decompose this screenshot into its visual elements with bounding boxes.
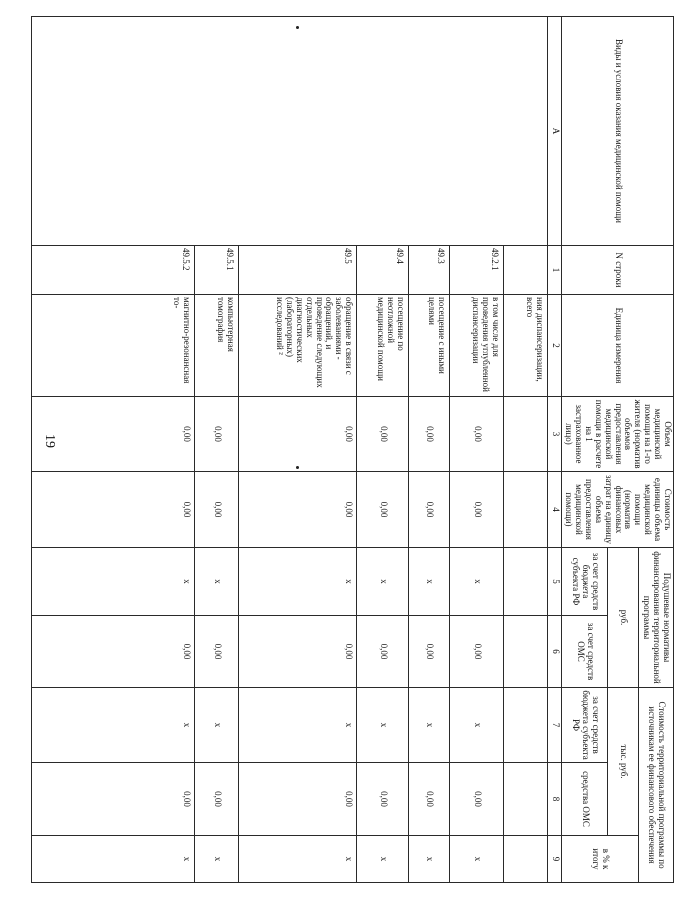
unit-cell: ния диспансеризации, всего (504, 295, 548, 397)
value-cell: 0,00 (32, 616, 195, 688)
header-program-cost: Стоимость территориальной программы по источникам ее финансового обеспечения (639, 688, 674, 883)
unit-cell: посещение с иными целями (409, 295, 450, 397)
column-number: 5 (548, 548, 562, 616)
value-cell: х (450, 688, 504, 763)
value-cell: 0,00 (450, 397, 504, 472)
unit-cell: посещение по неотложной медицинской помощи (357, 295, 409, 397)
header-unit-cost: Стоимость единицы объема медицинской помощи (норматив финансовых затрат на единицу объема предоставления медицинской помощи) (562, 472, 674, 548)
value-cell (504, 397, 548, 472)
unit-cell: обращение в связи с заболеваниями - обращений, и проведение следующих отдельных диагностических (лабораторных) исследований ² (239, 295, 357, 397)
column-number: 1 (548, 246, 562, 295)
value-cell: х (409, 836, 450, 883)
value-cell: 0,00 (195, 472, 239, 548)
value-cell: х (32, 688, 195, 763)
row-number: 49.2.1 (450, 246, 504, 295)
value-cell (504, 548, 548, 616)
column-number: 2 (548, 295, 562, 397)
value-cell: 0,00 (409, 763, 450, 836)
header-service-types: Виды и условия оказания медицинской помощи (562, 17, 674, 246)
header-col-7: за счет средств бюджета субъекта РФ (562, 688, 608, 763)
column-number: 4 (548, 472, 562, 548)
value-cell: х (195, 688, 239, 763)
value-cell: х (239, 688, 357, 763)
value-cell (504, 836, 548, 883)
row-number: 49.4 (357, 246, 409, 295)
value-cell: 0,00 (357, 472, 409, 548)
service-type-cell (32, 17, 548, 246)
value-cell: 0,00 (409, 616, 450, 688)
row-number: 49.3 (409, 246, 450, 295)
program-cost-table (31, 16, 674, 883)
value-cell: 0,00 (357, 763, 409, 836)
value-cell: 0,00 (195, 763, 239, 836)
value-cell (504, 688, 548, 763)
value-cell: 0,00 (357, 397, 409, 472)
value-cell: х (450, 548, 504, 616)
header-per-capita-norms: Подушевые нормативы финансирования территориальной программы (639, 548, 674, 688)
row-number: 49.5.2 (32, 246, 195, 295)
header-row-number: N строки (562, 246, 674, 295)
unit-cell: магнитно-резонансная то- (32, 295, 195, 397)
value-cell: х (409, 548, 450, 616)
unit-cell: компьютерная томография (195, 295, 239, 397)
value-cell: х (32, 548, 195, 616)
value-cell: 0,00 (239, 472, 357, 548)
unit-cell: в том числе для проведения углубленной диспансеризации (450, 295, 504, 397)
value-cell: 0,00 (450, 763, 504, 836)
column-numbers-row (548, 17, 562, 883)
value-cell: х (357, 688, 409, 763)
value-cell: 0,00 (239, 397, 357, 472)
value-cell: 0,00 (32, 763, 195, 836)
column-number: 9 (548, 836, 562, 883)
value-cell (504, 616, 548, 688)
row-number: 49.5 (239, 246, 357, 295)
header-unit: Единица измерения (562, 295, 674, 397)
value-cell: х (239, 548, 357, 616)
value-cell: х (409, 688, 450, 763)
column-number: 3 (548, 397, 562, 472)
value-cell: 0,00 (450, 472, 504, 548)
header-col-5: за счет средств бюджета субъекта РФ (562, 548, 608, 616)
value-cell: 0,00 (239, 763, 357, 836)
column-number: 6 (548, 616, 562, 688)
value-cell: х (32, 836, 195, 883)
value-cell: 0,00 (239, 616, 357, 688)
value-cell: 0,00 (32, 472, 195, 548)
header-col-8: средства ОМС (562, 763, 608, 836)
row-number (504, 246, 548, 295)
value-cell: х (195, 836, 239, 883)
value-cell: 0,00 (32, 397, 195, 472)
page-number: 19 (42, 434, 57, 448)
header-col-9: в % к итогу (562, 836, 639, 883)
value-cell: х (450, 836, 504, 883)
column-number: 7 (548, 688, 562, 763)
value-cell: 0,00 (409, 397, 450, 472)
value-cell: 0,00 (357, 616, 409, 688)
column-number: А (548, 17, 562, 246)
header-unit-thous-rub: тыс. руб. (608, 688, 639, 836)
column-number: 8 (548, 763, 562, 836)
value-cell: 0,00 (195, 616, 239, 688)
table-row (504, 17, 548, 883)
value-cell: х (357, 836, 409, 883)
value-cell (504, 763, 548, 836)
header-unit-rub: руб. (608, 548, 639, 688)
value-cell (504, 472, 548, 548)
value-cell: х (195, 548, 239, 616)
value-cell: 0,00 (195, 397, 239, 472)
rotated-table-wrapper (0, 16, 674, 870)
header-col-6: за счет средств ОМС (562, 616, 608, 688)
value-cell: х (357, 548, 409, 616)
value-cell: х (239, 836, 357, 883)
header-volume: Объем медицинской помощи на 1-го жителя (норматив объемов предоставления медицинской помощи в расчете на 1 застрахованное лицо) (562, 397, 674, 472)
row-number: 49.5.1 (195, 246, 239, 295)
value-cell: 0,00 (450, 616, 504, 688)
value-cell: 0,00 (409, 472, 450, 548)
